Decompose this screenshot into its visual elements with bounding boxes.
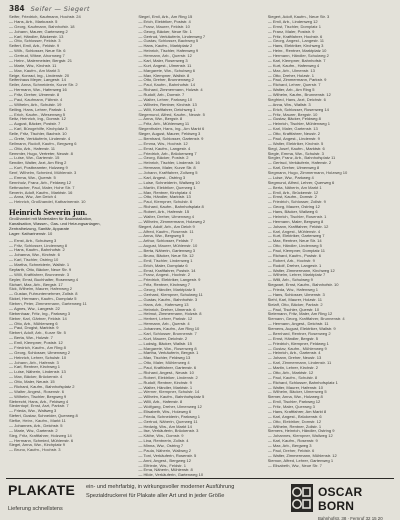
directory-entry: — Walter, Zimmermann, Kirchweg 12 xyxy=(267,268,335,273)
directory-entry: — Willi, Arb., Schulweg 9 xyxy=(267,278,313,283)
directory-entry: — Paul, Drogist, Marktstr. 9 xyxy=(9,326,59,331)
directory-columns xyxy=(9,15,392,487)
directory-entry: — Paul, Klempner, Schulstr. 6 xyxy=(138,200,193,205)
directory-entry: — Robert, Elektriker, Lindenstr. 2 xyxy=(138,375,198,380)
directory-entry: — Bruno, Kaufm., Hochstr. 3 xyxy=(9,448,61,453)
directory-entry: — Hermann, Ww., Hafenweg 16 xyxy=(9,88,67,93)
directory-entry: — Otto, Maler, Neustr. 15 xyxy=(9,380,55,384)
directory-entry: — Emil, Klempner, Poststr. 12 xyxy=(9,341,63,345)
directory-entry: — Karl, Händler, Bäckerstr. 13 xyxy=(9,34,64,39)
directory-entry: — Johanna, Ww., Kirchstr. 6 xyxy=(9,253,60,258)
directory-entry: — Gertrud, Witwe, Ahornweg 7 xyxy=(9,54,65,58)
directory-entry: — Richard, Zimmermann, Holzstr. 4 xyxy=(138,88,203,93)
directory-entry: — Fritz, Kraftfahrer, Hochstr. 6 xyxy=(267,34,323,39)
directory-entry: — Wolfgang, Dreher, Ulmenweg 12 xyxy=(138,405,202,409)
page-header xyxy=(9,4,392,14)
directory-entry: — Gertrud, Verkäuferin, Lindenweg 7 xyxy=(138,34,206,39)
directory-entry: Siebrecht, Hans, Arb., Feldweg 4 xyxy=(9,399,69,404)
ad-description xyxy=(80,479,288,516)
directory-entry: — Hans, Elektriker, Kirchweg 3 xyxy=(267,44,324,49)
directory-entry: — Fritz, Arb., Mühlenweg 11 xyxy=(138,122,190,127)
directory-entry: — Walter, Lehrer, Parkweg 10 xyxy=(138,97,193,102)
ad-brand: OSCAR BORN xyxy=(318,485,363,513)
directory-entry: — Fritz, Maler, Querweg 3 xyxy=(267,405,315,409)
directory-entry: — Karl, Maler, Rosenweg 3 xyxy=(138,58,188,63)
directory-entry: — Wilhelm, Kaufm., Bahnhofsplatz 5 xyxy=(138,395,205,400)
directory-entry: — Hans, Schlosser, Ulmenstr. 3 xyxy=(267,292,325,297)
directory-entry: — Lina, Rentnerin, Zollstr. 4 xyxy=(138,439,189,444)
directory-entry: — Erich, Kaufm., Wiesenweg 5 xyxy=(9,112,66,117)
directory-entry: — Gustav, Fuhrunternehmer, Zollstr. 8 xyxy=(9,292,78,297)
directory-entry: Siegl, Josef, Kaufm., Marktstr. 6 xyxy=(267,146,325,151)
directory-entry: — Max, Kaufm., Am Markt 3 xyxy=(9,68,60,73)
directory-entry: — Anna, Ww., Bergstr. 8 xyxy=(138,117,183,122)
directory-entry: — Richard, Schlosser, Bahnhofsplatz 1 xyxy=(267,380,338,385)
directory-entry: — Emil, Tischler, Parkweg 12 xyxy=(267,400,321,405)
directory-entry: — Paul, Kaufm., Schulstr. 8 xyxy=(267,375,318,380)
directory-entry: — Gustav, Schlosser, Bachweg 5 xyxy=(138,39,199,44)
directory-entry: — Erich, Elektriker, Poststr. 4 xyxy=(138,19,191,24)
firm-line: Zentralheizung, Sanitär, Apparate xyxy=(9,226,70,231)
directory-entry: Siegel, Emil, Arb., Am Ring 15 xyxy=(138,15,193,19)
directory-entry: Siedentopf, Ernst, Arzt, Parkstr. 7 xyxy=(9,404,69,409)
ob-logo-icon xyxy=(288,479,316,516)
directory-entry: Seige, Konrad, Ing., Lindenstr. 20 xyxy=(9,73,70,78)
directory-entry: — Arthur, Schlosser, Feldstr. 7 xyxy=(138,239,193,244)
directory-entry: Siemers, Heinrich, Händler, Ostring 9 xyxy=(267,429,335,434)
directory-entry: — Paul, Angest., Lindenstr. 9 xyxy=(267,136,320,141)
directory-entry: — Rudolf, Arb., Domstr. 7 xyxy=(138,93,185,97)
directory-entry: — Franz, Maler, Poststr. 9 xyxy=(267,29,315,34)
directory-entry: Sennholz, Franz, Arb., Feldweg 12 xyxy=(9,180,72,185)
advertisement-banner xyxy=(6,478,394,520)
directory-entry: — Georg, Maurer, Ostring 12 xyxy=(267,205,320,210)
directory-entry: — Paul, Tischler, Querstr. 10 xyxy=(267,307,320,312)
directory-entry: — Georg, Bäcker, Neue Str. 1 xyxy=(138,29,192,34)
directory-entry: — Paul, Kaufm., Bahnhofstr. 14 xyxy=(138,83,196,88)
directory-entry: — Hermann, Arb., Querstr. 4 xyxy=(138,322,190,327)
directory-entry: — Otto, Elektriker, Domstr. 12 xyxy=(267,419,322,424)
directory-entry: — Georg, Angest., Langestr. 11 xyxy=(267,39,325,44)
directory-entry: — Gustav, Bäcker, Feldweg 8 xyxy=(267,117,321,122)
directory-entry: — Karl, Kaufm., Rosenstr. 9 xyxy=(267,439,318,444)
directory-entry: — Otto, Maler, Mühlenweg 4 xyxy=(138,361,190,366)
directory-entry: — Wilhelm, Zimmermann, Holzweg 2 xyxy=(138,219,206,224)
directory-entry: — Karl, Maler, Gartenstr. 13 xyxy=(267,127,318,132)
directory-entry: Siefke, Heinr., Kaufm., Markt 11 xyxy=(9,419,66,423)
directory-entry: — Georg, Schlosser, Ulmenweg 2 xyxy=(9,350,70,355)
directory-entry: Siehl, Karl, Maurer, Holzstr. 11 xyxy=(267,297,323,302)
directory-entry: Sichart, Max, Arb., Bergstr. 17 xyxy=(9,282,63,287)
directory-entry: Sieben, Peter, Zimmermann, Gartenweg 11 xyxy=(9,302,87,306)
directory-entry: Seyler, Ernst, Buchhalter, Rosenweg 4 xyxy=(9,277,79,282)
directory-entry: — Ernst, Kaufm., Langestr. 4 xyxy=(138,146,191,151)
directory-entry: — Fritz, Rentner, Kirchweg 7 xyxy=(138,283,191,288)
directory-entry: — Otto, Schlosser, Feldstr. 3 xyxy=(9,39,61,44)
directory-entry: — Richard, Angest., Neustr. 10 xyxy=(138,370,194,375)
directory-entry: — Hermann, Arb., Querstr. 12 xyxy=(138,54,192,58)
directory-entry: — Johannes, Arb., Deichstr. 5 xyxy=(9,423,63,428)
directory-entry: — Minna, Ww., Ostring 7 xyxy=(138,444,184,448)
directory-entry: Sick, Wilhelm, Maurer, Hafenweg 2 xyxy=(9,287,72,292)
directory-entry: — Walter, Arb., Am Ring 5 xyxy=(267,88,315,93)
directory-entry: — Ilse, Verkäuferin, Brückenstr. 3 xyxy=(138,429,199,434)
directory-entry: — Walter, Dreher, Ulmenweg 4 xyxy=(138,214,194,219)
directory-entry: Sieg, Fritz, Kraftfahrer, Holzweg 14 xyxy=(9,433,72,438)
directory-entry: — Max, Arb., Bergweg 3 xyxy=(267,444,312,448)
directory-entry: — Robert, Arb., Hafenstr. 15 xyxy=(138,210,190,214)
directory-entry: — Fritz, Maurer, Bergstr. 10 xyxy=(267,112,318,117)
directory-column-3 xyxy=(268,15,392,487)
directory-entry: — Richard, Kaufm., Bahnhofsplatz 2 xyxy=(9,384,75,389)
directory-entry: — August, Bäcker, Poststr. 7 xyxy=(9,122,61,127)
directory-entry: Sellmann, Rudolf, Kaufm., Bergweg 6 xyxy=(9,141,77,146)
directory-entry: — Richard, Kaufm., Poststr. 6 xyxy=(267,253,321,258)
directory-entry: — Hans, Arb., Markusstr. 5 xyxy=(9,19,58,24)
directory-entry: — Friedrich, Arb., Brückenweg 7 xyxy=(138,151,197,156)
directory-entry: — Paul, Zimmermann, Parkstr. 9 xyxy=(267,78,327,83)
directory-entry: — Emil, Tischler, Lindenweg 1 xyxy=(138,258,193,263)
directory-entry: Seitz, Heinrich, Ing., Domstr. 12 xyxy=(9,117,66,122)
directory-entry: — Kurt, Angest., Ulmenstr. 11 xyxy=(138,63,192,68)
directory-entry: Siefert, Gustav, Schneider, Querweg 8 xyxy=(9,414,78,419)
directory-entry: — Kurt, Maurer, Deichstr. 2 xyxy=(138,336,188,341)
directory-entry: — Hilde, Verkäuferin, Gartenweg 10 xyxy=(138,473,204,478)
directory-entry: — Berta, Näherin, Gartenweg 3 xyxy=(138,249,196,253)
directory-entry: — Johann, Kraftfahrer, Zollweg 5 xyxy=(138,171,198,175)
directory-entry: — Max, Rentner, Neue Str. 14 xyxy=(267,239,322,244)
directory-entry: — Frieda, Ww., Hafenweg 1 xyxy=(267,288,319,292)
directory-entry: Siebenhaar, Fritz, Ing., Parkweg 3 xyxy=(9,311,70,316)
directory-entry: — Walter, Elektriker, Kirchstr. 5 xyxy=(267,141,324,146)
directory-entry: Siegler, Franz, Arb., Bahnhofsplatz 11 xyxy=(267,156,336,161)
directory-entry: — Emil, Arb., Brückenstr. 12 xyxy=(267,190,319,195)
directory-entry: Severin, Adolf, Kaufm., Marktstr. 16 xyxy=(9,190,73,195)
directory-entry: — Ernst, Kraftfahrer, Poststr. 14 xyxy=(138,268,196,273)
directory-entry: — Luise, Ww., Gartenstr. 15 xyxy=(9,156,60,161)
directory-entry: — Grete, Verkäuferin, Lindenstr. 4 xyxy=(9,136,71,141)
directory-entry: — Käthe, Ww., Domstr. 9 xyxy=(138,434,184,439)
ad-line-1: ein- und mehrfarbig, in wirkungsvoller moderner Ausführung xyxy=(86,484,235,490)
directory-entry: — Frieda, Schneiderin, Parkweg 1 xyxy=(138,414,200,419)
directory-entry: Seifert, Emil, Arb., Feldstr. 9 xyxy=(9,44,60,49)
directory-entry: — Fritz, Schlosser, Lindenweg 8 xyxy=(9,243,68,248)
directory-entry: — Margarete, Ww., Schulweg 6 xyxy=(138,68,196,73)
directory-entry: — Otto, Händler, Lindenweg 5 xyxy=(267,244,322,249)
firm-line: Kanalisation, Wasser-, Gas- und Heizungsanlagen, xyxy=(9,222,101,226)
directory-entry: — Max, Bäcker, Brückenstr. 4 xyxy=(9,375,63,380)
directory-entry: Siegert, Adolf, Arb., Am Deich 9 xyxy=(138,224,195,229)
directory-entry: — Emma, Ww., Hochstr. 12 xyxy=(138,141,188,146)
directory-entry: — Toni, Verkäuferin, Rosenstr. 5 xyxy=(138,453,197,458)
directory-entry: Seifenhaus Meyer, Langestr. 14 xyxy=(9,78,66,83)
directory-entry: Settmacher, Paul, Maler, Hohe Str. 7 xyxy=(9,185,75,190)
directory-entry: — Ernst, Tischler, Domplatz 1 xyxy=(267,24,321,29)
directory-entry: Siegmund, Alfred, Lehrer, Querweg 6 xyxy=(267,180,335,185)
directory-entry: — Elfriede, Ww., Feldstr. 1 xyxy=(138,463,187,468)
directory-entry: — Bernhard, Schlosser, Gartenstr. 9 xyxy=(138,136,204,141)
directory-entry: — Max, Klempner, Wallstr. 8 xyxy=(138,73,190,78)
directory-entry: — Wilhelm, Kaufm., Brunnenstr. 12 xyxy=(267,93,331,97)
directory-entry: — Martin, Elektriker, Querweg 1 xyxy=(138,185,196,190)
directory-entry: — Heinrich, Tischler, Rosenstr. 1 xyxy=(267,214,327,219)
directory-entry: — Luise, Schneiderin, Wallweg 10 xyxy=(138,180,200,185)
directory-entry: — Franz, Maurer, Feldstr. 10 xyxy=(138,24,190,29)
directory-entry: — Hermann, Händler, Schulweg 2 xyxy=(267,54,329,58)
directory-entry: Siegenthaler, Hans, Ing., Am Markt 6 xyxy=(138,127,205,132)
directory-entry: — Helmut, Zimmermann, Holzstr. 8 xyxy=(138,312,202,317)
directory-entry: — Herbert, Lehrer, Parkstr. 12 xyxy=(138,317,193,322)
directory-entry: — Friedrich, Schlosser, Zollstr. 9 xyxy=(267,200,326,205)
directory-entry: Selle, Fritz, Tischler, Bachstr. 10 xyxy=(9,132,67,136)
directory-entry: Siegert, Adolf, Kaufm., Neue Str. 3 xyxy=(267,15,330,19)
directory-entry: — Anni, Angest., Bergweg 12 xyxy=(138,458,191,463)
directory-entry: — Anna, Ww., Bergweg 5 xyxy=(138,234,185,239)
ad-left-block xyxy=(6,479,80,516)
directory-entry: Sickel, Hermann, Kaufm., Domplatz 5 xyxy=(9,297,77,302)
directory-entry: — Heinrich, Tischler, Hafenweg 9 xyxy=(138,49,199,54)
directory-entry: Seyfarth, Otto, Bäcker, Neue Str. 9 xyxy=(9,267,72,272)
directory-entry: — Karl, Tischler, Ostring 10 xyxy=(9,258,59,263)
directory-entry: — Max, Rentner, Kirchplatz 4 xyxy=(138,190,191,195)
directory-entry: — Hedwig, Ww., Am Markt 14 xyxy=(138,424,192,429)
directory-entry: — Friedrich, Kaufm., Am Ring 8 xyxy=(9,345,66,350)
directory-entry: — August, Maurer, Mühlenstr. 10 xyxy=(138,244,198,249)
directory-entry: — Paul, Kraftfahrer, Gartenstr. 6 xyxy=(138,366,197,370)
directory-entry: — Emil, Arb., Lindenweg 12 xyxy=(267,19,318,24)
directory-entry: — Paul, Dreher, Feldstr. 6 xyxy=(267,448,315,453)
directory-entry: — Gertrud, Verkäuferin, Hafenstr. 2 xyxy=(267,161,332,166)
directory-entry: — Heinrich, Tischler, Mühlenweg 1 xyxy=(267,122,330,127)
directory-entry: — Anna, Ww., Am Deich 4 xyxy=(9,195,57,200)
directory-entry: Sielaff, Otto, Bäcker, Parkstr. 2 xyxy=(267,302,323,307)
directory-entry: — Marie, Ww., Kirchstr. 11 xyxy=(9,63,57,68)
ad-subtitle: Lieferung schnellstens xyxy=(8,506,63,512)
directory-entry: — Wilhelm, Tischler, Bergweg 9 xyxy=(9,394,67,399)
directory-entry: — Fritz, Dreher, Ulmenstr. 8 xyxy=(9,93,60,97)
directory-entry: — Erna, Näherin, Mühlenstr. 8 xyxy=(138,468,193,473)
directory-entry: — Max, Arb., Ulmenstr. 13 xyxy=(267,68,315,73)
directory-entry: — Johann, Maurer, Gartenweg 2 xyxy=(9,29,68,34)
firm-line: Großhandel mit Materialien für Bauinstallation, xyxy=(9,217,93,222)
directory-entry: Siemon, Alfred, Lehrer, Gartenweg 1 xyxy=(267,458,334,463)
directory-entry: — Otto, Dreher, Brunnenweg 2 xyxy=(138,78,194,83)
directory-entry: — Hans, Kaufm., Marktplatz 2 xyxy=(138,44,193,49)
directory-entry: — Karl, Angest., Brückenstr. 6 xyxy=(267,414,322,419)
directory-entry: — Franz, Angest., Hochstr. 2 xyxy=(138,273,191,278)
directory-entry: — Johann, Dreher, Neustr. 13 xyxy=(267,356,322,361)
directory-entry: — Elisabeth, Ww., Neue Str. 7 xyxy=(267,463,322,468)
directory-entry: Siemer, Anna, Ww., Holzweg 8 xyxy=(267,395,323,400)
directory-entry: — Karl, Klempner, Bahnhofstr. 7 xyxy=(267,58,326,63)
directory-entry: Sendler, Walter, Arzt, Am Ring 2 xyxy=(9,161,67,166)
directory-entry: — Emma, Ww., Querstr. 5 xyxy=(9,175,56,180)
directory-entry: — Johann, Arb., Hafenstr. 3 xyxy=(9,360,59,365)
directory-entry: — Karl, Angest., Ostring 3 xyxy=(138,175,186,180)
directory-entry: — Alfred, Kaufm., Rosenstr. 11 xyxy=(138,229,194,234)
directory-entry: — Georg, Bäcker, Poststr. 2 xyxy=(138,156,189,161)
directory-entry: — Kurt, Elektriker, Gartenweg 7 xyxy=(267,234,325,239)
directory-entry: Seiling, Hans, Lehrer, Parkstr. 1 xyxy=(9,107,66,112)
ad-brand-block xyxy=(316,479,394,520)
directory-entry: — Elisabeth, Ww., Holzweg 6 xyxy=(138,409,192,414)
directory-entry: — Johannes, Kaufm., Am Ring 10 xyxy=(138,327,200,331)
directory-entry: — Otto, Arb., Marktstr. 12 xyxy=(267,370,314,375)
page-number: 384 xyxy=(9,4,25,13)
directory-entry: Sieger, August, Maurer, Feldweg 3 xyxy=(138,132,201,136)
directory-entry: — Hermann, Schmied, Mühlenstr. 6 xyxy=(9,438,74,443)
directory-entry: — Wilhelm, Arb., Schulstr. 19 xyxy=(9,102,62,107)
directory-entry: — Ludwig, Bäcker, Wallstr. 15 xyxy=(138,341,192,346)
directory-entry: — Erich, Maler, Domplatz 6 xyxy=(138,263,188,268)
directory-entry: — Hans, Bäcker, Wallweg 6 xyxy=(267,210,318,214)
directory-entry: — Robert, Arb., Hochstr. 9 xyxy=(267,258,315,263)
directory-entry: — Berta, Ww., Holzstr. 7 xyxy=(9,336,53,341)
directory-entry: — Otto, Kraftfahrer, Neustr. 2 xyxy=(267,132,321,136)
directory-entry: — Kurt, Kaufm., Hafenweg 4 xyxy=(267,63,320,68)
directory-entry: — Karl, Rentner, Kirchweg 1 xyxy=(9,365,61,370)
running-head: Seifer — Siegert xyxy=(30,5,90,13)
directory-entry: — Heinrich, Lehrer, Schulstr. 10 xyxy=(9,355,67,360)
directory-entry: — Luise, Ww., Parkweg 4 xyxy=(267,175,314,180)
directory-entry: Siegwart, Ernst, Kaufm., Bahnhofstr. 10 xyxy=(267,283,339,288)
directory-entry: — Ernst, Händler, Bergstr. 5 xyxy=(267,336,319,341)
directory-entry: — Gerhard, Klempner, Schulweg 11 xyxy=(138,292,203,297)
directory-entry: — Paul, Kaufmann, Fährstr. 4 xyxy=(9,97,63,102)
directory-entry: — Friedrich, Elektriker, Langestr. 9 xyxy=(138,278,201,283)
directory-entry: — Heinrich, Dreher, Ulmenstr. 6 xyxy=(138,307,196,312)
directory-entry: — Willi, Kraftfahrer, Brunnenstr. 3 xyxy=(9,272,70,277)
directory-column-2 xyxy=(138,15,262,487)
directory-entry: Siemann, Georg, Kraftfahrer, Brunnenstr. 4 xyxy=(267,317,345,322)
directory-entry: — Gustav, Kaufm., Mühlenweg 9 xyxy=(267,346,327,351)
directory-entry: — Paul, Klempner, Domplatz 11 xyxy=(267,249,325,253)
directory-entry: — Willi, Kraftfahrer, Deichweg 1 xyxy=(138,107,196,112)
directory-entry: — Richard, Lehrer, Querstr. 7 xyxy=(267,83,321,88)
directory-entry: — Ernst, Kaufm., Domstr. 2 xyxy=(267,195,317,200)
directory-entry: Seiler, Anna, Schneiderin, Kurze Str. 2 xyxy=(9,83,78,88)
directory-entry: — Luise, Näherin, Lindenstr. 13 xyxy=(9,370,66,375)
directory-entry: Semmler, Hugo, Vertreter, Neustr. 8 xyxy=(9,151,73,156)
directory-entry: — Karl, Angest., Mühlenstr. 4 xyxy=(267,229,321,234)
directory-entry: — Rudolf, Rentner, Kirchstr. 9 xyxy=(138,380,192,385)
directory-entry: — Otto, Dreher, Holzstr. 1 xyxy=(267,73,314,78)
directory-entry: Siemens, August, Elektriker, Wallstr. 9 xyxy=(267,327,336,331)
directory-entry: Sieber, Karl, Gärtner, Feldstr. 14 xyxy=(9,316,67,321)
directory-entry: — Georg, Händler, Marktplatz 5 xyxy=(138,288,196,292)
directory-entry: Siegel, Anna, Ww., Kirchplatz 9 xyxy=(9,443,66,448)
directory-entry: — Karl, Bürogehilfe, Kirchplatz 3 xyxy=(9,127,68,132)
ad-title: PLAKATE xyxy=(8,482,76,498)
directory-entry: — Johann, Kraftfahrer, Feldstr. 12 xyxy=(267,224,329,229)
directory-entry: Siegle, Emma, Ww., Schulstr. 3 xyxy=(267,151,324,156)
directory-entry: — Hans, Kraftfahrer, Am Markt 8 xyxy=(267,409,327,414)
directory-entry: — Heinr., Rentner, Marktplatz 10 xyxy=(267,49,327,54)
directory-entry: Siebert, Adolf, Arb., Kurze Str. 5 xyxy=(9,331,66,336)
directory-entry: — Otto, Arb., Mühlenweg 6 xyxy=(9,321,58,326)
directory-entry: — Heinrich, Großhandel, Katharinenstr. 10 xyxy=(9,200,86,205)
firm-name: Heinrich Severin jun. xyxy=(9,207,88,218)
directory-entry: — Hans, Arb., Hafenweg 13 xyxy=(138,302,189,307)
directory-entry: — Erich, Schlosser, Rosenweg 14 xyxy=(267,107,329,112)
directory-entry: — Rudolf, Dreher, Langestr. 1 xyxy=(267,263,322,268)
directory-entry: Siegemund, Alfred, Kaufm., Neustr. 5 xyxy=(138,112,205,117)
directory-entry: — Margarete, Ww., Rosenweg 8 xyxy=(138,346,197,351)
directory-entry: — Otto, Händler, Marktstr. 13 xyxy=(138,195,191,200)
directory-entry: — Gustav, Kaufm., Bahnhofstr. 3 xyxy=(138,297,198,302)
directory-entry: — Heinrich, Arb., Gartenstr. 4 xyxy=(267,351,321,356)
directory-entry: — Johannes, Klempner, Wallweg 12 xyxy=(267,434,333,439)
directory-entry: — Kurt, Postbeamter, Holzweg 9 xyxy=(9,166,68,171)
directory-entry: — Wilhelm, Rentner, Kirchstr. 13 xyxy=(138,102,197,107)
directory-entry: — Walter, Angest., Rosenstr. 6 xyxy=(9,389,64,394)
directory-entry: — Walter, Händler, Marktstr. 1 xyxy=(138,385,193,390)
directory-entry: — Bruno, Bäcker, Neue Str. 12 xyxy=(138,253,194,258)
directory-entry: Siegfried, Hans, Arzt, Deichstr. 6 xyxy=(267,97,326,102)
directory-entry: — Willi, Arb., Hafenstr. 8 xyxy=(138,400,183,405)
directory-entry: Sielemann, Fritz, Maler, Am Ring 12 xyxy=(267,312,333,317)
directory-entry: — Paula, Näherin, Wallweg 2 xyxy=(138,448,192,453)
directory-entry: Seifer, Friedrich, Kaufmann, Hochstr. 24 xyxy=(9,15,81,19)
directory-entry: — Wilhelm, Rentner, Zollstr. 1 xyxy=(267,424,322,429)
directory-entry: — Walter, Zimmermann, Mühlenstr. 12 xyxy=(267,453,337,458)
directory-entry: — Berta, Näherin, Am Markt 1 xyxy=(267,185,322,190)
directory-entry: — Hermann, Angest., Deichstr. 11 xyxy=(267,322,329,327)
directory-entry: — Karl, Schlosser, Brunnenstr. 7 xyxy=(138,331,197,336)
directory-entry: — Wilhelm, Bäcker, Ulmenweg 5 xyxy=(267,390,327,395)
directory-entry: — Marie, Ww., Gartenstr. 2 xyxy=(9,428,58,433)
firm-line: Lager: Katharinenstr. 10 xyxy=(9,231,53,236)
directory-entry: — Karl, Dreher, Ulmenweg 8 xyxy=(267,166,320,171)
directory-entry: — Max, Tischler, Feldweg 13 xyxy=(138,356,191,361)
directory-entry: — Wilh., Schlosser, Neue Str. 6 xyxy=(9,49,66,54)
directory-entry: — Hermann, Maler, Kurze Str. 8 xyxy=(138,166,196,171)
directory-entry: — Bernhard, Rentner, Rosenweg 2 xyxy=(267,331,331,336)
directory-entry: — Anna, Ww., Wallstr. 3 xyxy=(267,102,311,107)
firm-advertisement xyxy=(9,207,133,237)
directory-entry: — Werner, Klempner, Schulstr. 14 xyxy=(138,390,200,395)
directory-entry: Senf, Wilhelm, Schmied, Mühlenstr. 3 xyxy=(9,171,77,175)
ad-address: Bahnhofstr. 38 · Fernruf 32 15 20 xyxy=(318,516,383,520)
directory-entry: — Otto, Arb., Hafenstr. 11 xyxy=(9,146,56,151)
directory-entry: — Heinr., Malermeister, Bergstr. 21 xyxy=(9,58,72,63)
directory-entry: — Martin, Lehrer, Kirchstr. 2 xyxy=(267,366,319,370)
directory-entry: — Hermann, Maler, Bergweg 8 xyxy=(267,219,324,224)
directory-entry: — Heinrich, Tischler, Lindenstr. 16 xyxy=(138,161,200,166)
directory-entry: — Richard, Kaufm., Bahnhofsplatz 8 xyxy=(138,205,204,210)
directory-entry: — Ernst, Arb., Schulweg 3 xyxy=(9,238,57,243)
directory-entry: — Agnes, Ww., Langestr. 22 xyxy=(9,306,60,311)
directory-entry: — Walter, Maurer, Hafenstr. 10 xyxy=(267,385,324,390)
directory-entry: Siegmann, Hugo, Zimmermann, Holzweg 10 xyxy=(267,171,348,175)
directory-column-1 xyxy=(9,15,133,487)
directory-entry: — Martha, Schneiderin, Wallstr. 1 xyxy=(9,263,70,267)
directory-entry: — Wilhelm, Lehrer, Marktplatz 7 xyxy=(267,273,326,278)
ad-line-2: Spezialdruckerei für Plakate aller Art und in jeder Größe xyxy=(86,492,225,499)
directory-entry: — Karl, Zimmermann, Lindenstr. 11 xyxy=(267,361,332,366)
directory-entry: — Friedrich, Klempner, Feldweg 1 xyxy=(267,341,329,346)
directory-entry: — Frieda, Ww., Wallweg 3 xyxy=(9,409,57,414)
directory-entry: — Martha, Verkäuferin, Bergstr. 1 xyxy=(138,351,199,356)
directory-entry: — Hans, Kaufm., Bahnhofstr. 2 xyxy=(9,248,65,253)
directory-entry: — Gertrud, Näherin, Querweg 11 xyxy=(138,419,198,424)
directory-entry: — Georg, Kaufmann, Bahnhofstr. 18 xyxy=(9,24,75,29)
